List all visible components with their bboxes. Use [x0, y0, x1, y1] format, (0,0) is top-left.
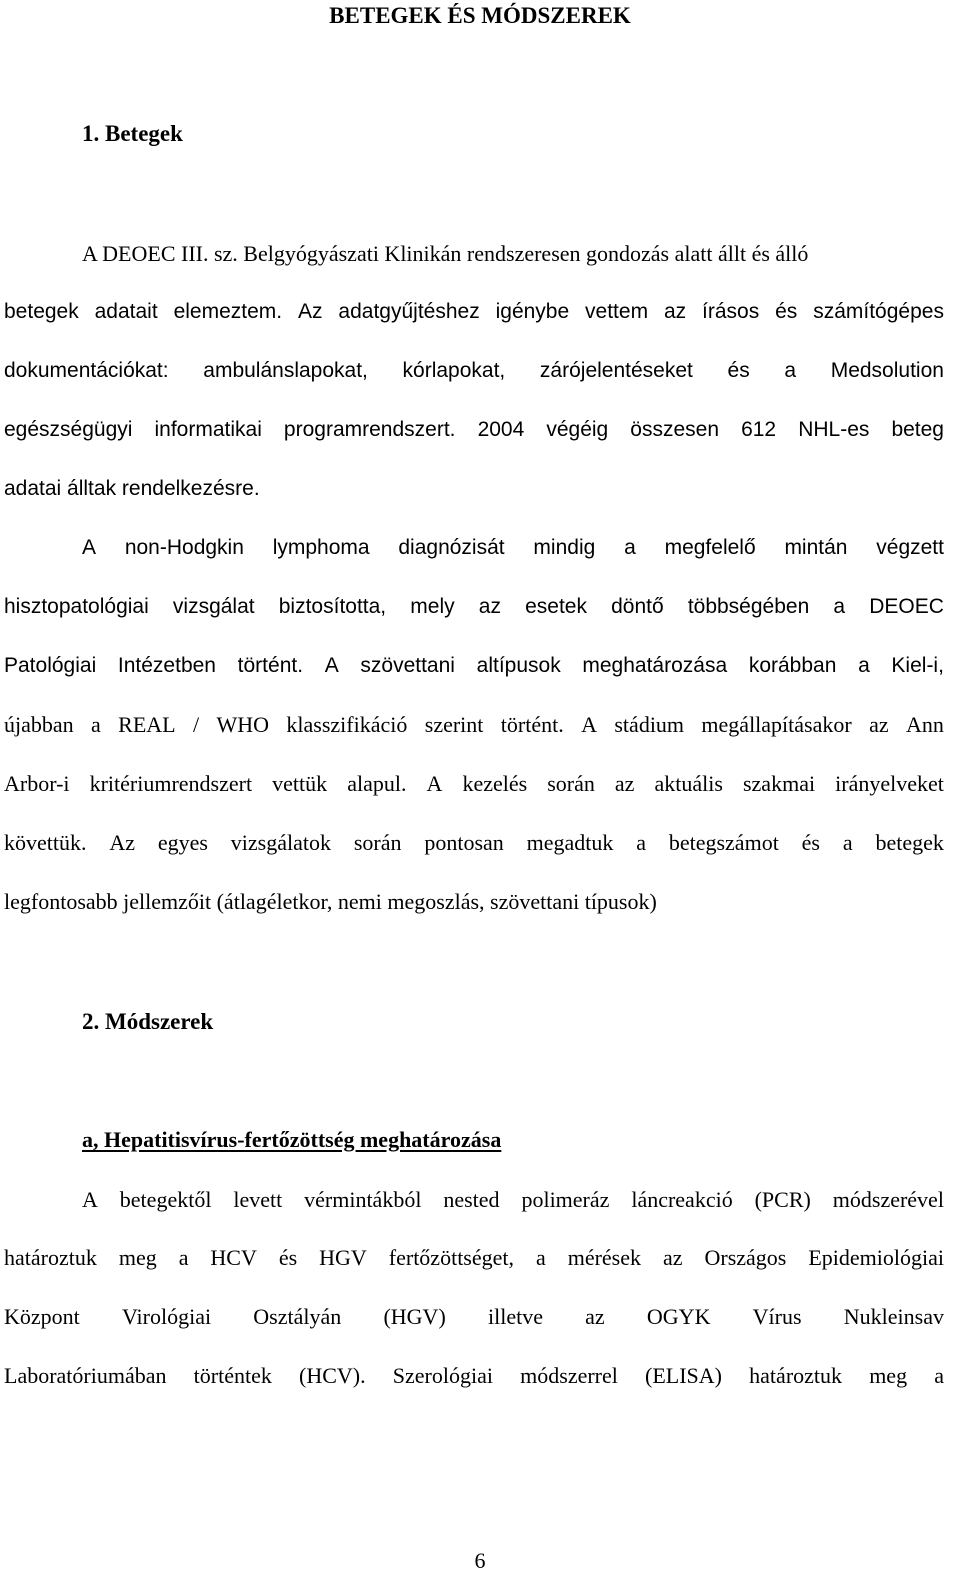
- word: A: [82, 536, 97, 559]
- word: végzett: [876, 536, 944, 559]
- word: a: [784, 359, 797, 382]
- word: történt.: [237, 654, 304, 677]
- word: HCV: [210, 1245, 257, 1270]
- word: programrendszert.: [283, 418, 456, 441]
- word: a: [91, 712, 101, 737]
- word: láncreakció: [631, 1187, 733, 1212]
- word: fertőzöttséget,: [388, 1245, 515, 1270]
- text-line: [4, 709, 944, 741]
- text-line: [4, 355, 944, 387]
- word: WHO: [216, 712, 270, 737]
- word: kritériumrendszert: [89, 771, 253, 796]
- word: során: [353, 830, 402, 855]
- word: A: [82, 1187, 98, 1212]
- word: betegektől: [119, 1187, 212, 1212]
- word: egyes: [157, 830, 208, 855]
- word: Ann: [905, 712, 944, 737]
- word: korábban: [748, 654, 837, 677]
- word: biztosította,: [278, 595, 387, 618]
- word: vizsgálatok: [230, 830, 331, 855]
- word: vizsgálat: [172, 595, 255, 618]
- word: HGV: [319, 1245, 367, 1270]
- word: az: [869, 712, 889, 737]
- word: Epidemiológiai: [808, 1245, 944, 1270]
- word: és: [278, 1245, 298, 1270]
- word: az: [585, 1304, 605, 1329]
- word: többségében: [687, 595, 810, 618]
- word: REAL: [118, 712, 176, 737]
- word: levett: [233, 1187, 283, 1212]
- text-line: A DEOEC III. sz. Belgyógyászati Klinikán rendszeresen gondozás alatt állt és álló: [82, 241, 809, 266]
- word: során: [547, 771, 595, 796]
- word: történt.: [500, 712, 564, 737]
- word: mindig: [533, 536, 596, 559]
- word: aktuális: [654, 771, 723, 796]
- word: adatait: [94, 300, 158, 323]
- section-title-betegek: 1. Betegek: [82, 121, 183, 146]
- word: klasszifikáció: [286, 712, 408, 737]
- word: betegek: [875, 830, 944, 855]
- text-line: [4, 650, 944, 682]
- word: megfelelő: [664, 536, 756, 559]
- word: követtük.: [4, 830, 87, 855]
- word: kórlapokat,: [402, 359, 506, 382]
- word: Arbor-i: [4, 771, 70, 796]
- word: A: [581, 712, 597, 737]
- text-line: [4, 827, 944, 859]
- word: Virológiai: [121, 1304, 212, 1329]
- word: adatgyűjtéshez: [338, 300, 480, 323]
- text-line: [4, 1242, 944, 1274]
- word: irányelveket: [835, 771, 944, 796]
- word: Szerológiai: [392, 1363, 493, 1388]
- word: újabban: [4, 712, 74, 737]
- word: A: [324, 654, 339, 677]
- text-line: [4, 591, 944, 623]
- word: alapul.: [347, 771, 407, 796]
- word: 612: [741, 418, 777, 441]
- word: végéig: [546, 418, 609, 441]
- text-line: [82, 532, 944, 564]
- word: az: [662, 1245, 683, 1270]
- word: mintán: [784, 536, 848, 559]
- word: kezelés: [462, 771, 528, 796]
- word: szövettani: [360, 654, 455, 677]
- word: igénybe: [495, 300, 570, 323]
- word: írásos: [702, 300, 760, 323]
- word: vettem: [585, 300, 649, 323]
- word: számítógépes: [813, 300, 944, 323]
- word: Központ: [4, 1304, 80, 1329]
- word: Nukleinsav: [843, 1304, 944, 1329]
- word: Vírus: [752, 1304, 802, 1329]
- word: módszerrel: [520, 1363, 618, 1388]
- word: történtek: [193, 1363, 272, 1388]
- word: stádium: [614, 712, 685, 737]
- word: a: [636, 830, 646, 855]
- word: a: [535, 1245, 546, 1270]
- word: elemeztem.: [173, 300, 283, 323]
- text-line: legfontosabb jellemzőit (átlagéletkor, nemi megoszlás, szövettani típusok): [4, 889, 657, 914]
- word: az: [614, 771, 635, 796]
- word: NHL-es: [798, 418, 870, 441]
- word: a: [842, 830, 853, 855]
- word: ambulánslapokat,: [203, 359, 368, 382]
- word: Az: [109, 830, 135, 855]
- text-line: [4, 768, 944, 800]
- word: meghatározása: [582, 654, 728, 677]
- word: OGYK: [646, 1304, 711, 1329]
- word: vettük: [272, 771, 328, 796]
- word: 2004: [477, 418, 525, 441]
- word: a: [833, 595, 846, 618]
- section-title-modszerek: 2. Módszerek: [82, 1009, 214, 1034]
- text-line: [82, 1184, 944, 1216]
- word: vérmintákból: [304, 1187, 422, 1212]
- word: mely: [410, 595, 455, 618]
- word: meg: [869, 1363, 908, 1388]
- page-heading: BETEGEK ÉS MÓDSZEREK: [329, 3, 631, 28]
- word: betegszámot: [668, 830, 779, 855]
- word: beteg: [891, 418, 944, 441]
- text-line: adatai álltak rendelkezésre.: [4, 477, 260, 500]
- word: az: [478, 595, 501, 618]
- word: Medsolution: [830, 359, 944, 382]
- word: Intézetben: [117, 654, 216, 677]
- word: (HCV).: [299, 1363, 366, 1388]
- word: megállapításakor: [701, 712, 852, 737]
- text-line: [4, 1360, 944, 1392]
- word: Kiel-i,: [891, 654, 944, 677]
- word: Országos: [704, 1245, 787, 1270]
- page-number: 6: [474, 1548, 486, 1573]
- word: és: [727, 359, 750, 382]
- word: Laboratóriumában: [4, 1363, 167, 1388]
- word: a: [858, 654, 870, 677]
- word: zárójelentéseket: [539, 359, 693, 382]
- word: a: [934, 1363, 944, 1388]
- word: egészségügyi: [4, 418, 133, 441]
- word: illetve: [487, 1304, 543, 1329]
- word: a: [178, 1245, 189, 1270]
- word: határoztuk: [4, 1245, 97, 1270]
- text-line: [4, 414, 944, 446]
- subsection-title-hepatitis: a, Hepatitisvírus-fertőzöttség meghatározása: [82, 1127, 502, 1152]
- text-line: [4, 296, 944, 328]
- word: a: [624, 536, 636, 559]
- word: polimeráz: [521, 1187, 610, 1212]
- word: lymphoma: [272, 536, 370, 559]
- word: non-Hodgkin: [124, 536, 244, 559]
- word: nested: [443, 1187, 500, 1212]
- word: /: [193, 712, 200, 737]
- word: pontosan: [424, 830, 504, 855]
- word: Az: [298, 300, 323, 323]
- word: (PCR): [754, 1187, 811, 1212]
- word: Osztályán: [253, 1304, 342, 1329]
- word: megadtuk: [526, 830, 614, 855]
- word: szakmai: [742, 771, 816, 796]
- word: informatikai: [154, 418, 262, 441]
- word: szerint: [424, 712, 484, 737]
- word: Patológiai: [4, 654, 97, 677]
- word: módszerével: [832, 1187, 944, 1212]
- word: hisztopatológiai: [4, 595, 149, 618]
- word: összesen: [630, 418, 720, 441]
- word: DEOEC: [869, 595, 944, 618]
- word: esetek: [525, 595, 587, 618]
- word: és: [775, 300, 798, 323]
- word: döntő: [611, 595, 664, 618]
- word: meg: [118, 1245, 157, 1270]
- word: diagnózisát: [398, 536, 505, 559]
- word: (ELISA): [645, 1363, 723, 1388]
- word: és: [801, 830, 820, 855]
- word: dokumentációkat:: [4, 359, 169, 382]
- text-line: [4, 1301, 944, 1333]
- word: betegek: [4, 300, 79, 323]
- word: határoztuk: [749, 1363, 843, 1388]
- word: mérések: [567, 1245, 642, 1270]
- word: altípusok: [476, 654, 561, 677]
- word: az: [663, 300, 687, 323]
- word: A: [426, 771, 443, 796]
- word: (HGV): [383, 1304, 446, 1329]
